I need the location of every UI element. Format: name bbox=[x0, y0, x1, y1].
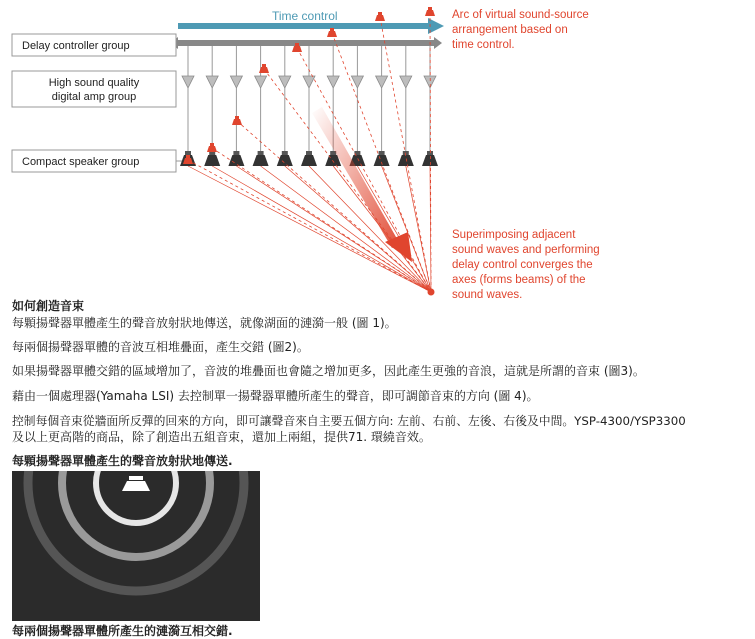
amp-triangle bbox=[279, 76, 291, 88]
svg-text:Arc of virtual sound-source: Arc of virtual sound-source bbox=[452, 9, 589, 21]
virtual-source-icon bbox=[375, 15, 385, 21]
svg-text:digital amp group: digital amp group bbox=[51, 91, 137, 103]
speaker-cone bbox=[398, 155, 414, 166]
virtual-source-magnet bbox=[210, 143, 214, 146]
paragraph-3: 如果揚聲器單體交錯的區域增加了，音波的堆疊面也會隨之增加更多，因此產生更強的音浪，這就是所謂的音束 (圖3)。 bbox=[12, 364, 645, 378]
virtual-source-icon bbox=[207, 146, 217, 152]
label-amp-group bbox=[12, 71, 176, 107]
virtual-source-icon bbox=[425, 10, 435, 16]
amp-triangle bbox=[376, 76, 388, 88]
svg-text:Delay controller group: Delay controller group bbox=[22, 40, 130, 52]
ray-to-convergence bbox=[236, 166, 431, 292]
delay-bar-right-tip bbox=[434, 37, 442, 49]
convergence-point bbox=[428, 289, 435, 296]
paragraph-5-line-2: 及以上更高階的商品，除了創造出五組音束，還加上兩組，提供71. 環繞音效。 bbox=[12, 430, 431, 444]
speaker-magnet bbox=[185, 151, 191, 155]
ripple-svg bbox=[12, 471, 260, 621]
amp-triangle bbox=[351, 76, 363, 88]
speaker-magnet bbox=[306, 151, 312, 155]
virtual-ray-dashed bbox=[188, 160, 431, 292]
svg-text:sound waves.: sound waves. bbox=[452, 289, 523, 300]
virtual-source-magnet bbox=[428, 7, 432, 10]
ray-to-convergence bbox=[212, 166, 431, 292]
virtual-source-magnet bbox=[295, 43, 299, 46]
virtual-source-magnet bbox=[262, 64, 266, 67]
beam-arrow-shaft bbox=[312, 107, 400, 248]
note-beam-forming bbox=[452, 229, 600, 300]
virtual-ray-dashed bbox=[212, 148, 431, 292]
speaker-magnet bbox=[282, 151, 288, 155]
svg-text:High sound quality: High sound quality bbox=[48, 77, 140, 89]
svg-text:sound waves and performing: sound waves and performing bbox=[452, 244, 600, 256]
figure-2-caption: 每兩個揚聲器單體所產生的漣漪互相交錯. bbox=[12, 624, 233, 638]
amp-column-layer bbox=[180, 46, 438, 166]
time-control-arrow-bar bbox=[178, 23, 428, 29]
speaker-cone bbox=[253, 155, 269, 166]
virtual-source-icon bbox=[292, 46, 302, 52]
speaker-cone bbox=[228, 155, 244, 166]
section-heading: 如何創造音束 bbox=[12, 299, 85, 313]
svg-text:Superimposing adjacent: Superimposing adjacent bbox=[452, 229, 576, 241]
time-control-label: Time control bbox=[272, 9, 338, 23]
svg-text:time control.: time control. bbox=[452, 39, 515, 51]
paragraph-2: 每兩個揚聲器單體的音波互相堆疊面，產生交錯 (圖2)。 bbox=[12, 340, 309, 354]
virtual-source-magnet bbox=[378, 12, 382, 15]
amp-triangle bbox=[230, 76, 242, 88]
virtual-source-magnet bbox=[330, 28, 334, 31]
speaker-magnet bbox=[379, 151, 385, 155]
speaker-magnet bbox=[233, 151, 239, 155]
speaker-cone bbox=[204, 155, 220, 166]
ray-to-convergence bbox=[309, 166, 431, 292]
figure-1-caption: 每顆揚聲器單體產生的聲音放射狀地傳送. bbox=[12, 454, 233, 468]
speaker-cone bbox=[277, 155, 293, 166]
speaker-icon bbox=[122, 476, 150, 491]
label-delay-controller-group bbox=[12, 34, 176, 56]
amp-triangle bbox=[327, 76, 339, 88]
virtual-source-icon bbox=[327, 31, 337, 37]
virtual-source-icon bbox=[232, 119, 242, 125]
amp-triangle bbox=[255, 76, 267, 88]
note-virtual-arc bbox=[452, 9, 589, 51]
svg-text:arrangement based on: arrangement based on bbox=[452, 24, 568, 36]
virtual-source-magnet bbox=[235, 116, 239, 119]
ray-to-convergence bbox=[261, 166, 431, 292]
figure-1-ripples bbox=[12, 471, 260, 621]
speaker-cone bbox=[374, 155, 390, 166]
paragraph-4: 藉由一個處理器(Yamaha LSI) 去控制單一揚聲器單體所產生的聲音，即可調節音束的方向 (圖 4)。 bbox=[12, 389, 539, 403]
speaker-cone bbox=[301, 155, 317, 166]
speaker-magnet bbox=[258, 151, 264, 155]
speaker-cone bbox=[422, 155, 438, 166]
sound-beam-diagram bbox=[0, 0, 755, 300]
amp-triangle bbox=[400, 76, 412, 88]
amp-triangle bbox=[303, 76, 315, 88]
svg-text:Compact speaker group: Compact speaker group bbox=[22, 156, 140, 168]
label-speaker-group bbox=[12, 150, 176, 172]
delay-controller-bar bbox=[178, 40, 434, 46]
speaker-magnet bbox=[427, 151, 433, 155]
paragraph-5-line-1: 控制每個音束從牆面所反彈的回來的方向，即可讓聲音來自主要五個方向: 左前、右前、左後、右後及中間。YSP-4300/YSP3300 bbox=[12, 414, 686, 428]
paragraph-1: 每顆揚聲器單體產生的聲音放射狀地傳送，就像湖面的漣漪一般 (圖 1)。 bbox=[12, 316, 397, 330]
svg-text:delay control converges the: delay control converges the bbox=[452, 259, 593, 271]
virtual-source-magnet bbox=[186, 155, 190, 158]
amp-triangle bbox=[206, 76, 218, 88]
svg-text:axes (forms beams) of the: axes (forms beams) of the bbox=[452, 274, 586, 286]
amp-triangle bbox=[182, 76, 194, 88]
